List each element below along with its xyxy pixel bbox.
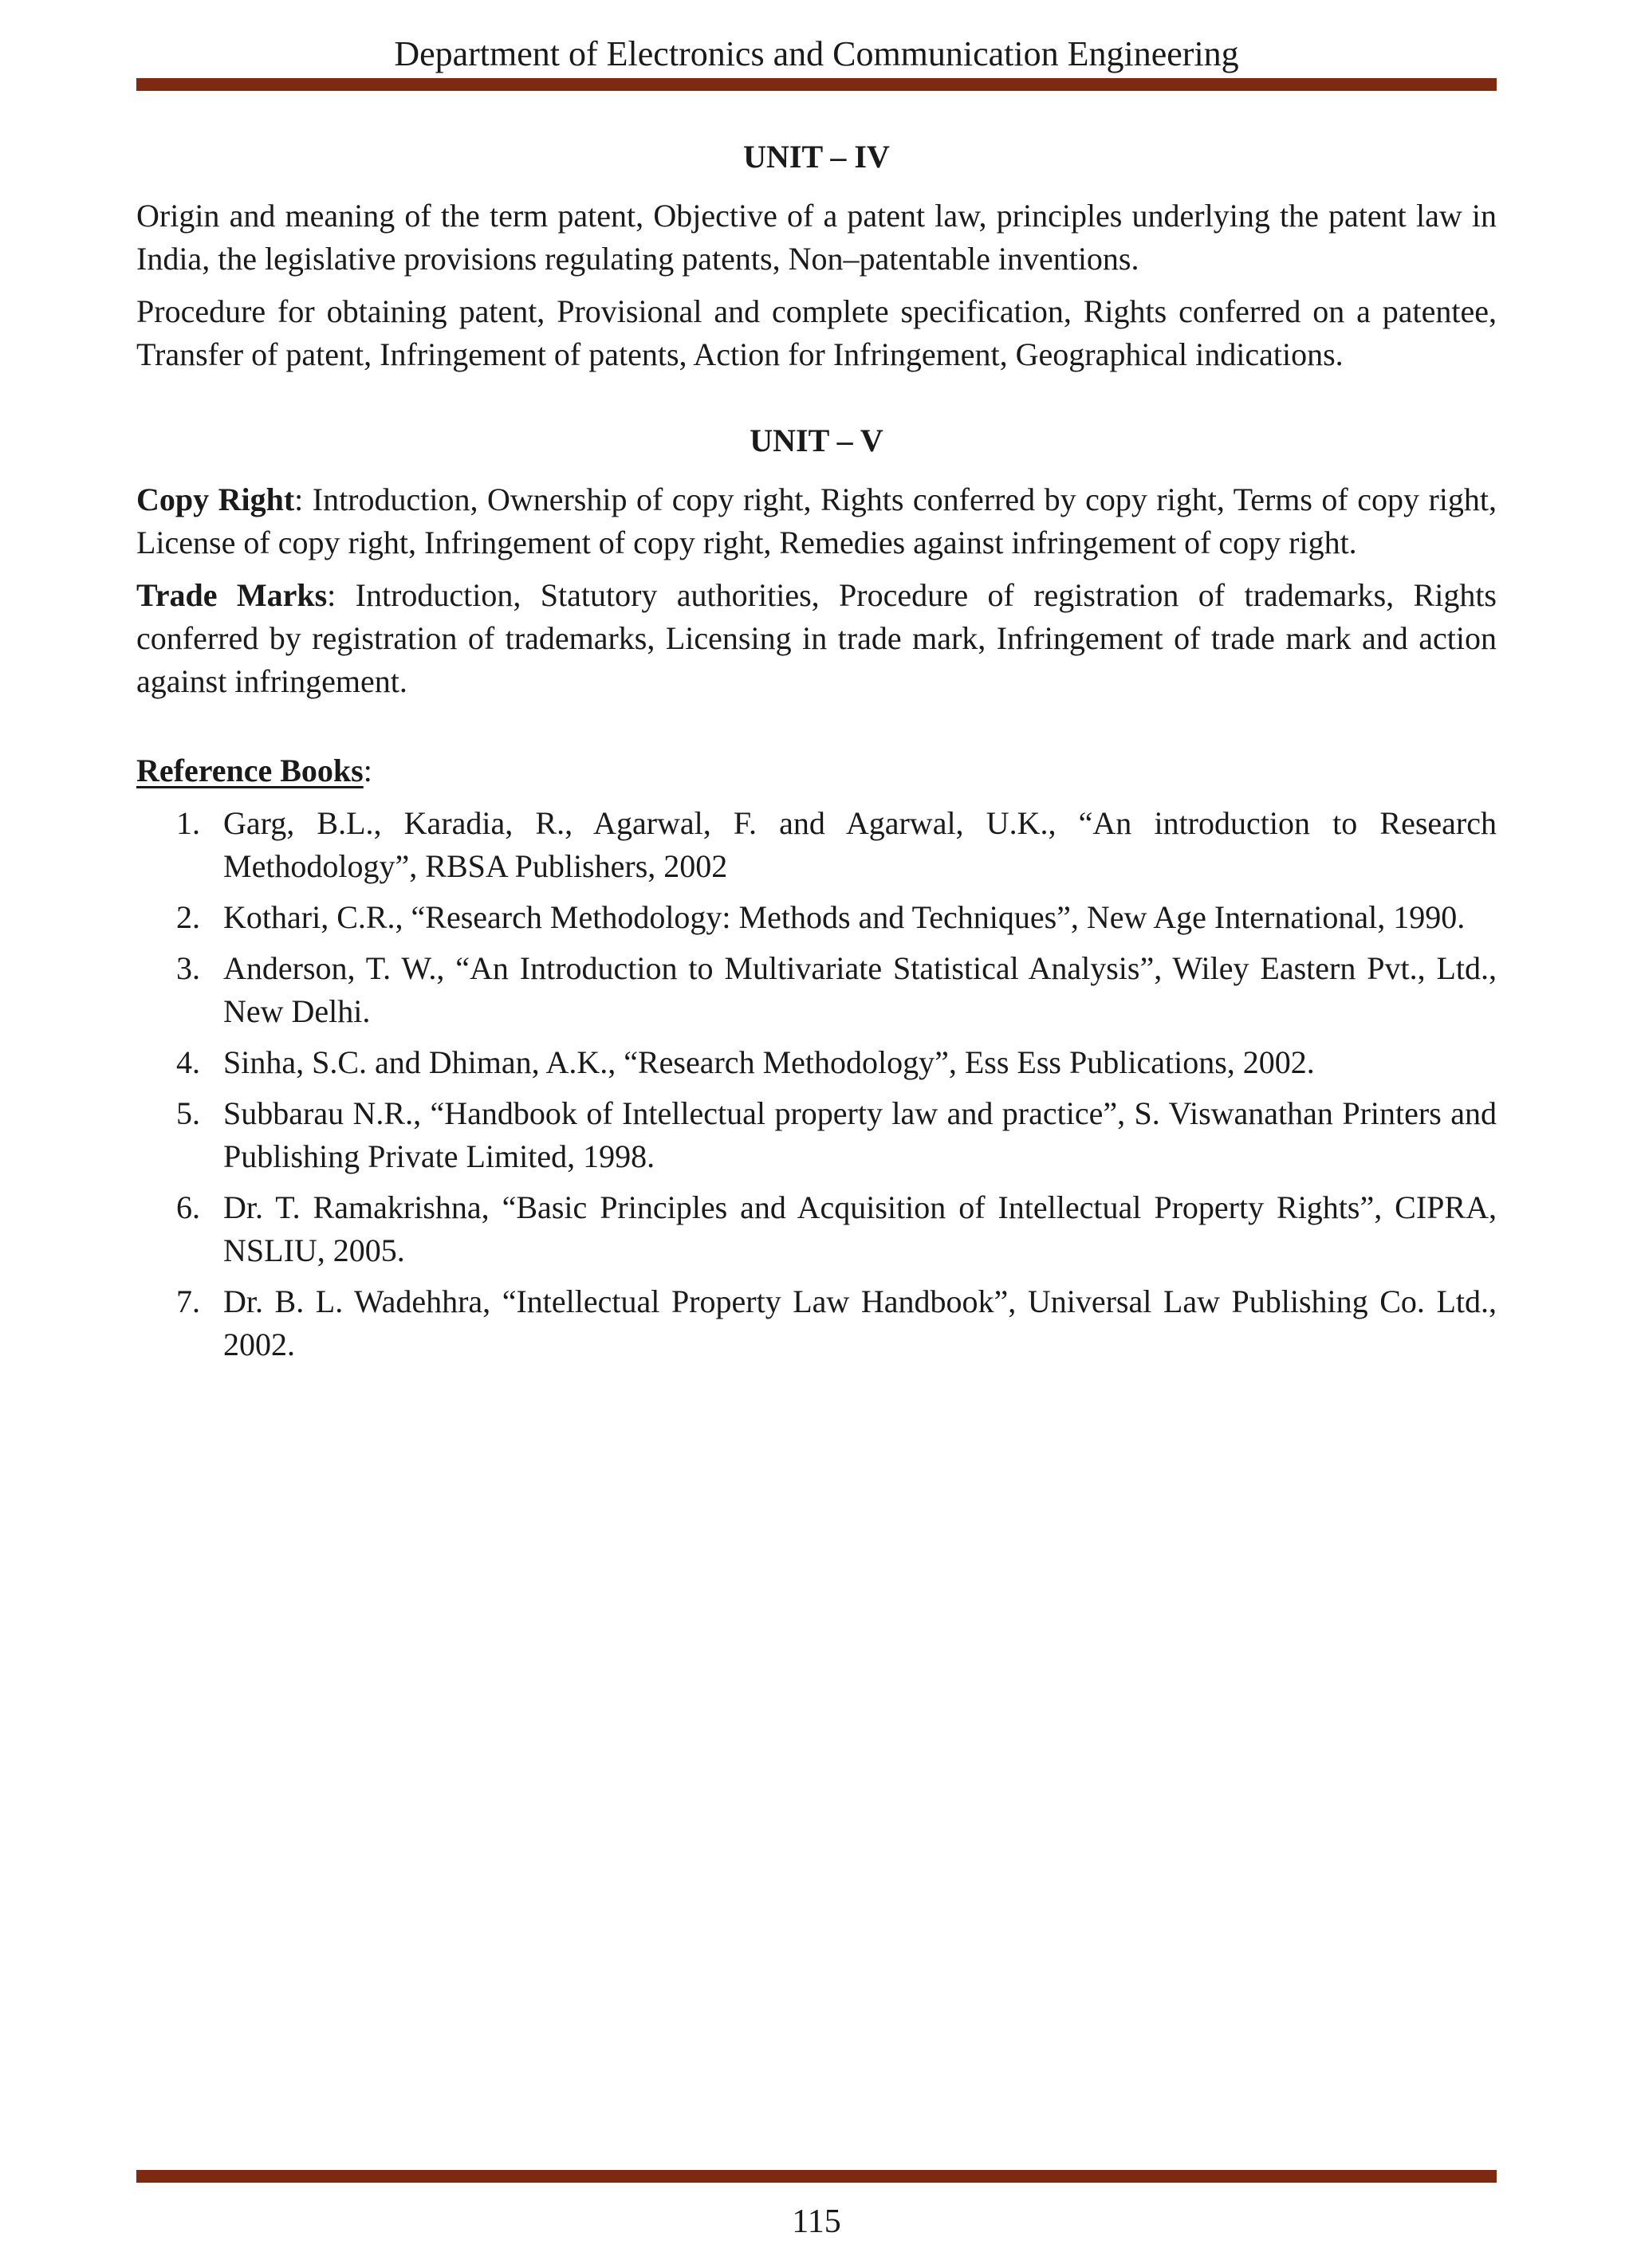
trademarks-text: : Introduction, Statutory authorities, Procedure of registration of trademarks, Rights conferred by registration of trademarks, Licensing in trade mark, Infringement of trade mark and action against infringement. xyxy=(136,577,1497,699)
copyright-text: : Introduction, Ownership of copy right, Rights conferred by copy right, Terms of copy right, License of copy right, Infringement of copy right, Remedies against infringement of copy right. xyxy=(136,482,1497,560)
reference-books-title: Reference Books xyxy=(136,753,364,788)
reference-text: Sinha, S.C. and Dhiman, A.K., “Research Methodology”, Ess Ess Publications, 2002. xyxy=(223,1044,1315,1080)
reference-text: Kothari, C.R., “Research Methodology: Methods and Techniques”, New Age International, 1990. xyxy=(223,899,1466,935)
reference-number: 2. xyxy=(176,899,200,935)
unit-iv-heading: UNIT – IV xyxy=(743,139,890,175)
unit-iv-paragraph-1: Origin and meaning of the term patent, Objective of a patent law, principles underlying the patent law in India, the legislative provisions regulating patents, Non–patentable inventions. xyxy=(136,198,1497,277)
reference-item xyxy=(136,896,1497,939)
reference-list xyxy=(136,802,1497,1366)
reference-item xyxy=(136,1092,1497,1178)
reference-books-colon: : xyxy=(363,753,372,788)
reference-item xyxy=(136,1041,1497,1084)
page-content xyxy=(136,136,1497,1374)
reference-item xyxy=(136,1186,1497,1272)
copyright-paragraph xyxy=(136,478,1497,564)
reference-number: 1. xyxy=(176,805,200,841)
header-rule xyxy=(136,78,1497,91)
reference-number: 4. xyxy=(176,1044,200,1080)
trademarks-label: Trade Marks xyxy=(136,577,328,613)
reference-text: Dr. T. Ramakrishna, “Basic Principles and Acquisition of Intellectual Property Rights”, CIPRA, NSLIU, 2005. xyxy=(223,1189,1497,1268)
page-number: 115 xyxy=(792,2203,841,2240)
reference-text: Anderson, T. W., “An Introduction to Multivariate Statistical Analysis”, Wiley Eastern Pvt., Ltd., New Delhi. xyxy=(223,950,1497,1029)
reference-item xyxy=(136,1280,1497,1366)
trademarks-paragraph xyxy=(136,574,1497,703)
reference-number: 7. xyxy=(176,1283,200,1319)
reference-number: 3. xyxy=(176,950,200,986)
reference-item xyxy=(136,947,1497,1033)
reference-item xyxy=(136,802,1497,888)
reference-text: Garg, B.L., Karadia, R., Agarwal, F. and Agarwal, U.K., “An introduction to Research Methodology”, RBSA Publishers, 2002 xyxy=(223,805,1497,884)
footer-rule xyxy=(136,2170,1497,2183)
reference-text: Subbarau N.R., “Handbook of Intellectual property law and practice”, S. Viswanathan Printers and Publishing Private Limited, 1998. xyxy=(223,1095,1497,1174)
reference-text: Dr. B. L. Wadehhra, “Intellectual Property Law Handbook”, Universal Law Publishing Co. Ltd., 2002. xyxy=(223,1283,1497,1362)
unit-iv-paragraph-2: Procedure for obtaining patent, Provisional and complete specification, Rights conferred on a patentee, Transfer of patent, Infringement of patents, Action for Infringement, Geographical indications. xyxy=(136,293,1497,372)
reference-books-heading xyxy=(136,749,1497,792)
copyright-label: Copy Right xyxy=(136,482,295,517)
reference-number: 5. xyxy=(176,1095,200,1131)
unit-v-heading: UNIT – V xyxy=(750,423,883,458)
reference-number: 6. xyxy=(176,1189,200,1225)
page-header-title: Department of Electronics and Communication Engineering xyxy=(394,34,1239,73)
